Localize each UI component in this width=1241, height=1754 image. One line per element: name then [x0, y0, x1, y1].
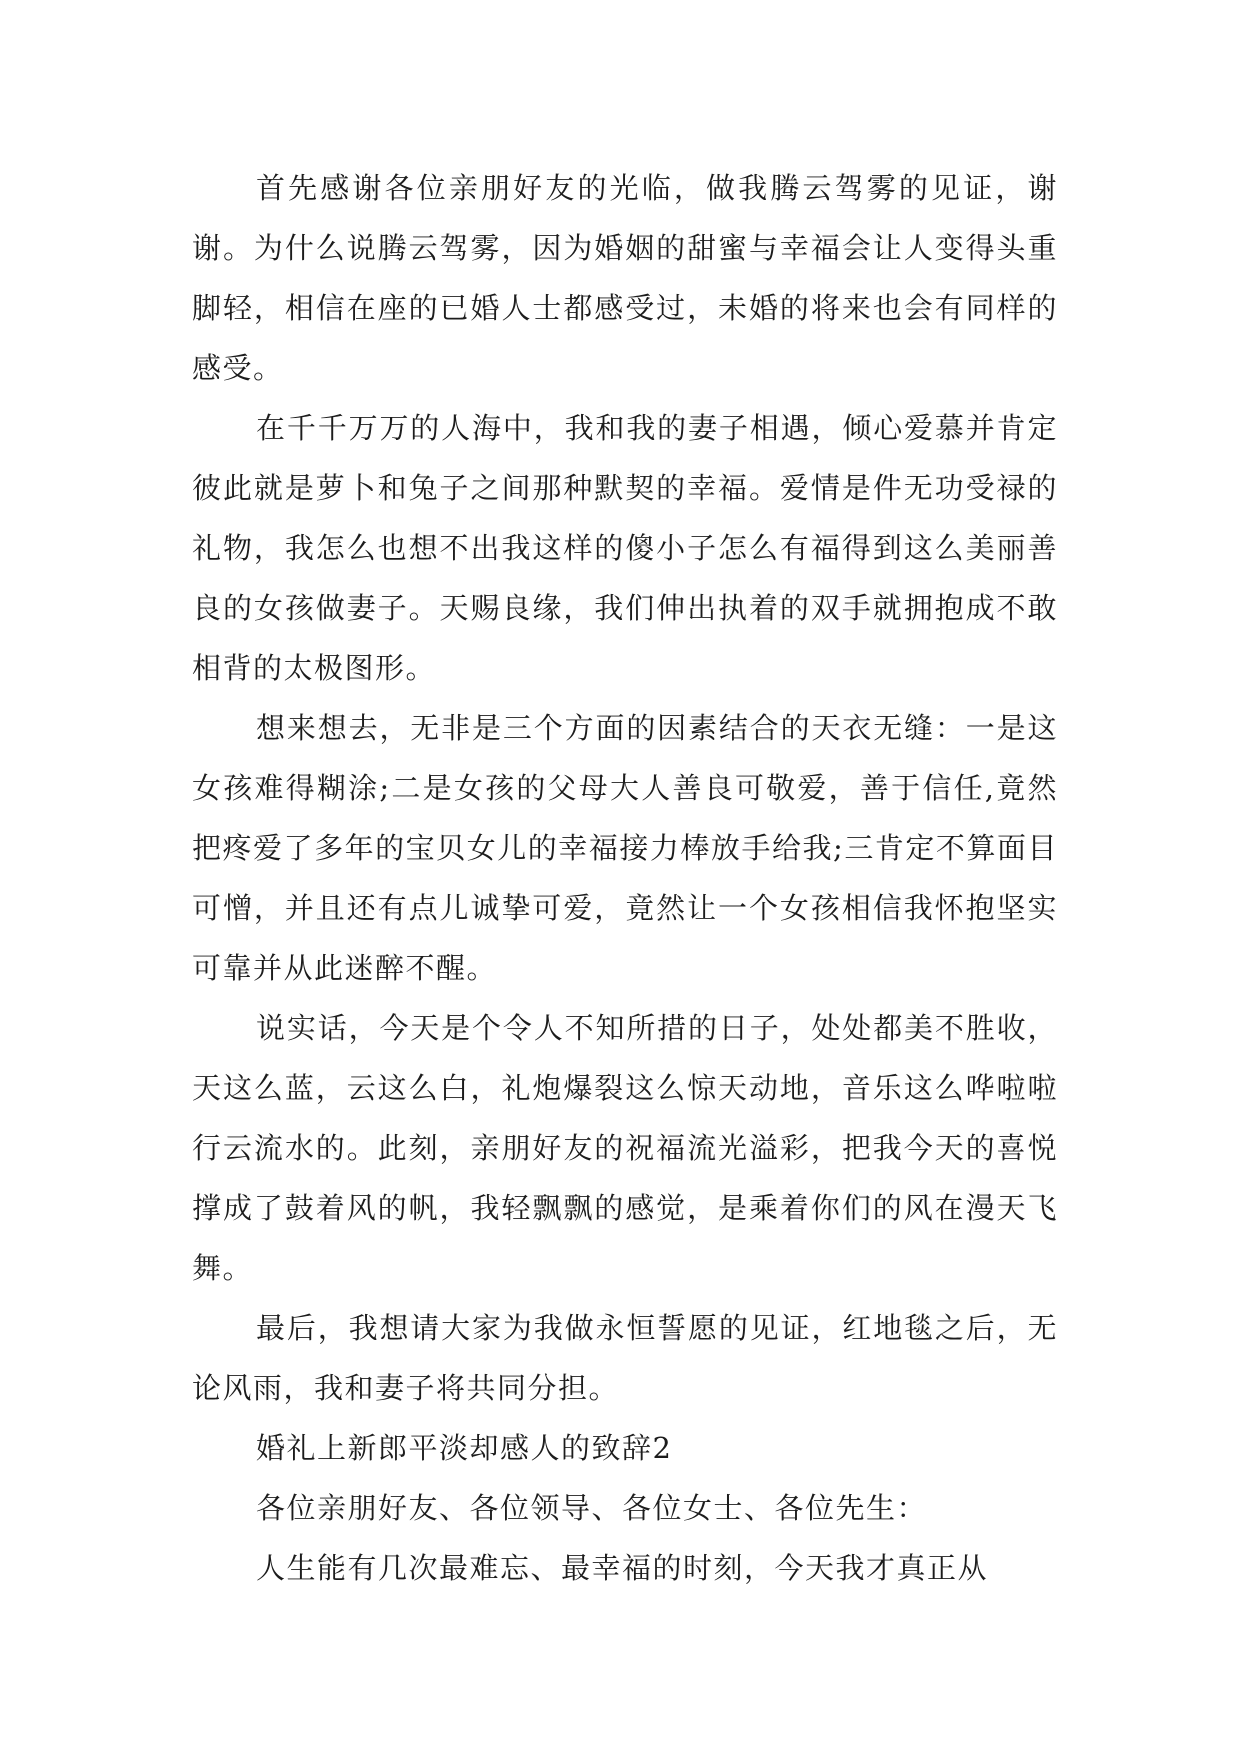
salutation: 各位亲朋好友、各位领导、各位女士、各位先生： [256, 1491, 928, 1525]
section-heading: 婚礼上新郎平淡却感人的致辞2 [256, 1431, 673, 1465]
document-body [192, 158, 1058, 1598]
paragraph-today: 说实话，今天是个令人不知所措的日子，处处都美不胜收，天这么蓝，云这么白，礼炮爆裂这么惊天动地，音乐这么哗啦啦行云流水的。此刻，亲朋好友的祝福流光溢彩，把我今天的喜悦撑成了鼓着风的帆，我轻飘飘的感觉，是乘着你们的风在漫天飞舞。 [192, 1011, 1058, 1285]
paragraph-thanks: 首先感谢各位亲朋好友的光临，做我腾云驾雾的见证，谢谢。为什么说腾云驾雾，因为婚姻的甜蜜与幸福会让人变得头重脚轻，相信在座的已婚人士都感受过，未婚的将来也会有同样的感受。 [192, 171, 1058, 385]
paragraph-closing: 最后，我想请大家为我做永恒誓愿的见证，红地毯之后，无论风雨，我和妻子将共同分担。 [192, 1311, 1058, 1405]
paragraph-opening: 人生能有几次最难忘、最幸福的时刻，今天我才真正从 [256, 1551, 989, 1585]
paragraph-reasons: 想来想去，无非是三个方面的因素结合的天衣无缝：一是这女孩难得糊涂;二是女孩的父母大人善良可敬爱，善于信任,竟然把疼爱了多年的宝贝女儿的幸福接力棒放手给我;三肯定不算面目可憎，并且还有点儿诚挚可爱，竟然让一个女孩相信我怀抱坚实可靠并从此迷醉不醒。 [192, 711, 1058, 985]
paragraph-meeting: 在千千万万的人海中，我和我的妻子相遇，倾心爱慕并肯定彼此就是萝卜和兔子之间那种默契的幸福。爱情是件无功受禄的礼物，我怎么也想不出我这样的傻小子怎么有福得到这么美丽善良的女孩做妻子。天赐良缘，我们伸出执着的双手就拥抱成不敢相背的太极图形。 [192, 411, 1058, 685]
